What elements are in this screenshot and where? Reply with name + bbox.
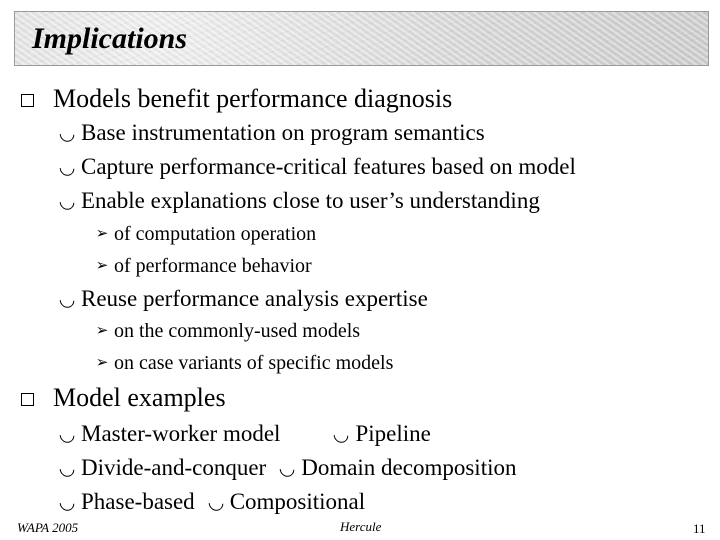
bullet-enable-explanations xyxy=(60,187,540,215)
ring-bullet-icon xyxy=(57,290,78,311)
examples-row-3 xyxy=(60,488,365,516)
arrow-bullet-icon: ➢ xyxy=(95,258,109,274)
footer-center: Hercule xyxy=(340,519,382,534)
ring-bullet-icon xyxy=(57,459,78,480)
example-master-worker: Master-worker model xyxy=(81,421,281,446)
bullet-model-examples xyxy=(21,383,226,413)
example-divide-conquer: Divide-and-conquer xyxy=(81,455,267,480)
bullet-text: Model examples xyxy=(53,383,226,412)
example-compositional: Compositional xyxy=(229,489,366,514)
square-bullet-icon xyxy=(21,393,34,406)
examples-row-2 xyxy=(60,454,516,482)
bullet-reuse-expertise xyxy=(60,285,428,313)
example-phase-based: Phase-based xyxy=(81,489,195,514)
bullet-text: Capture performance-critical features based on model xyxy=(81,154,576,179)
square-bullet-icon xyxy=(21,94,34,107)
ring-bullet-icon xyxy=(57,425,78,446)
bullet-text: Enable explanations close to user’s understanding xyxy=(81,188,540,213)
bullet-base-instrumentation xyxy=(60,119,485,147)
bullet-text: on the commonly-used models xyxy=(114,320,361,342)
bullet-models-benefit xyxy=(21,84,452,114)
bullet-text: of performance behavior xyxy=(114,255,312,277)
subbullet-of-computation xyxy=(94,222,316,246)
arrow-bullet-icon: ➢ xyxy=(95,323,109,339)
ring-bullet-icon xyxy=(57,493,78,514)
footer-left: WAPA 2005 xyxy=(17,520,79,535)
ring-bullet-icon xyxy=(205,493,226,514)
ring-bullet-icon xyxy=(57,124,78,145)
page-number: 11 xyxy=(693,521,706,536)
ring-bullet-icon xyxy=(57,158,78,179)
subbullet-commonly-used xyxy=(94,319,360,343)
examples-row-1 xyxy=(60,420,431,448)
subbullet-of-performance xyxy=(94,254,312,278)
ring-bullet-icon xyxy=(57,192,78,213)
example-domain-decomposition: Domain decomposition xyxy=(301,455,517,480)
bullet-text: Base instrumentation on program semantics xyxy=(81,120,485,145)
subbullet-case-variants xyxy=(94,351,393,375)
bullet-text: Reuse performance analysis expertise xyxy=(81,286,428,311)
arrow-bullet-icon: ➢ xyxy=(95,355,109,371)
ring-bullet-icon xyxy=(277,459,298,480)
bullet-text: of computation operation xyxy=(114,223,317,245)
bullet-text: on case variants of specific models xyxy=(114,352,394,374)
slide-title: Implications xyxy=(32,22,188,55)
example-pipeline: Pipeline xyxy=(355,421,431,446)
arrow-bullet-icon: ➢ xyxy=(95,226,109,242)
bullet-capture-features xyxy=(60,153,576,181)
bullet-text: Models benefit performance diagnosis xyxy=(53,84,453,113)
ring-bullet-icon xyxy=(331,425,352,446)
